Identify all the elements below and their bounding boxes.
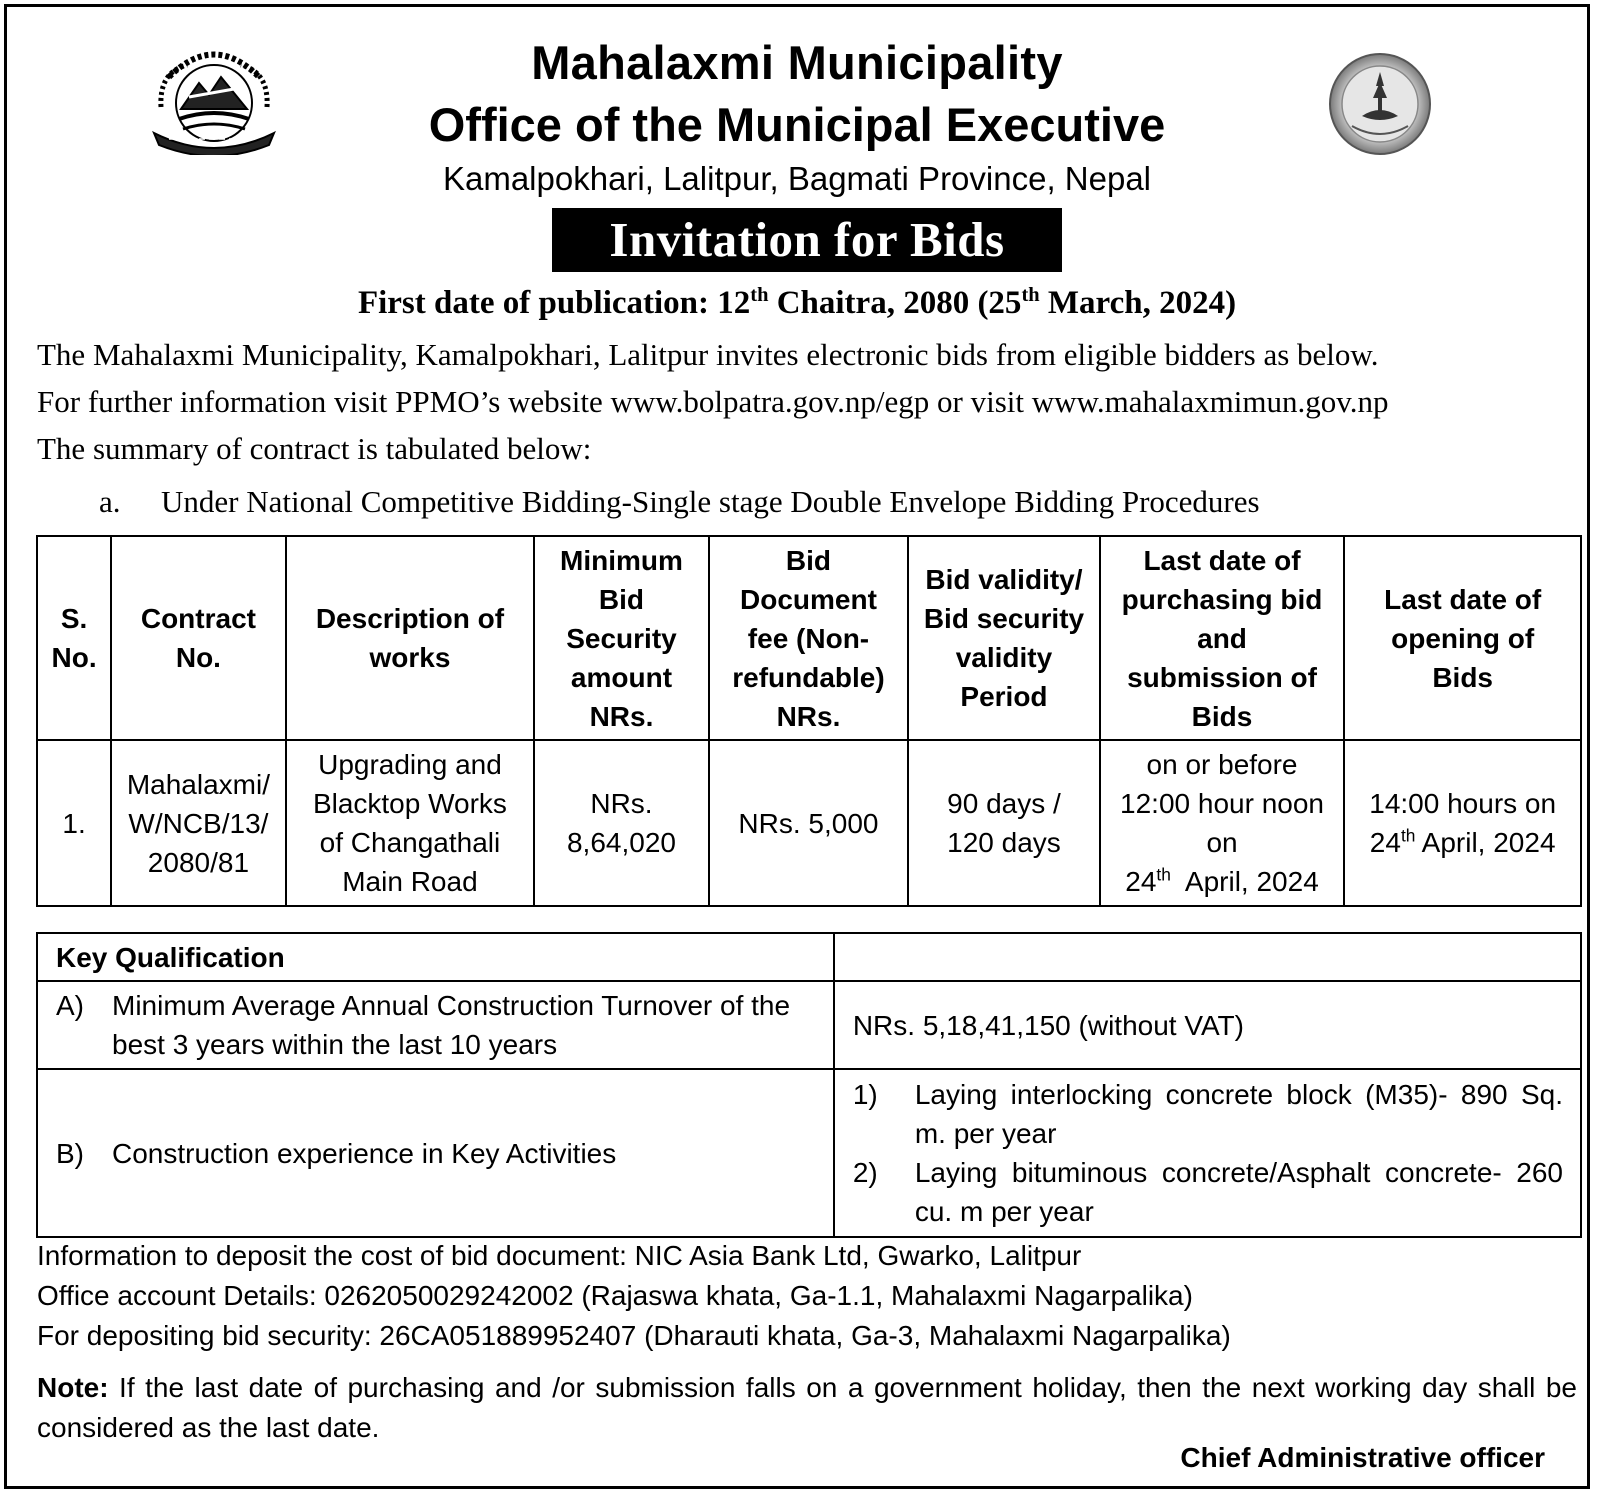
cell-last-purchase: on or before 12:00 hour noon on 24th April, 2024 <box>1100 740 1345 906</box>
signatory-title: Chief Administrative officer <box>1180 1442 1545 1473</box>
intro-line: For further information visit PPMO’s website www.bolpatra.gov.np/egp or visit www.mahalaxmimun.gov.np <box>37 384 1389 419</box>
cell-description: Upgrading and Blacktop Works of Changathali Main Road <box>286 740 535 906</box>
cell-sno: 1. <box>37 740 111 906</box>
header-last-purchase: Last date of purchasing bid and submission of Bids <box>1100 536 1345 740</box>
qualification-b-activities <box>834 1069 1581 1237</box>
office-account-info: Office account Details: 0262050029242002 (Rajaswa khata, Ga-1.1, Mahalaxmi Nagarpalika) <box>37 1280 1193 1311</box>
qualification-heading: Key Qualification <box>37 933 834 981</box>
procedure-line: a. Under National Competitive Bidding-Single stage Double Envelope Bidding Procedures <box>99 484 1260 519</box>
bid-security-account-info: For depositing bid security: 26CA051889952407 (Dharauti khata, Ga-3, Mahalaxmi Nagarpalika) <box>37 1320 1231 1351</box>
qualification-a-criterion: A) Minimum Average Annual Construction Turnover of the best 3 years within the last 10 years <box>37 981 834 1069</box>
qualification-b-criterion: B) Construction experience in Key Activities <box>37 1069 834 1237</box>
header-sno: S. No. <box>37 536 111 740</box>
deposit-bank-info: Information to deposit the cost of bid document: NIC Asia Bank Ltd, Gwarko, Lalitpur <box>37 1240 1082 1271</box>
publication-date: First date of publication: 12th Chaitra, 2080 (25th March, 2024) <box>357 284 1237 321</box>
intro-line: The summary of contract is tabulated below: <box>37 431 592 466</box>
cell-last-opening: 14:00 hours on 24th April, 2024 <box>1344 740 1581 906</box>
holiday-note: Note: If the last date of purchasing and /or submission falls on a government holiday, then the next working day shall be considered as the last date. <box>37 1372 1577 1443</box>
qualification-row-a <box>37 981 1581 1069</box>
qualification-a-value: NRs. 5,18,41,150 (without VAT) <box>834 981 1581 1069</box>
office-name: Office of the Municipal Executive <box>428 98 1166 151</box>
key-qualification-table <box>36 932 1582 1238</box>
cell-validity: 90 days / 120 days <box>908 740 1099 906</box>
cell-document-fee: NRs. 5,000 <box>709 740 909 906</box>
cell-contract-no: Mahalaxmi/ W/NCB/13/ 2080/81 <box>111 740 285 906</box>
notice-page <box>4 4 1590 1489</box>
list-item: 2) Laying bituminous concrete/Asphalt concrete- 260 cu. m per year <box>852 1157 1563 1227</box>
list-item: 1) Laying interlocking concrete block (M35)- 890 Sq. m. per year <box>852 1079 1563 1149</box>
notice-title: Invitation for Bids <box>552 208 1062 272</box>
bids-summary-table <box>36 535 1582 907</box>
header-contract-no: Contract No. <box>111 536 285 740</box>
header-document-fee: Bid Document fee (Non- refundable) NRs. <box>709 536 909 740</box>
table-header-row <box>37 536 1581 740</box>
qualification-header-row <box>37 933 1581 981</box>
qualification-heading-blank <box>834 933 1581 981</box>
header-description: Description of works <box>286 536 535 740</box>
intro-line: The Mahalaxmi Municipality, Kamalpokhari, Lalitpur invites electronic bids from eligible bidders as below. <box>37 337 1379 372</box>
header-last-opening: Last date of opening of Bids <box>1344 536 1581 740</box>
cell-bid-security: NRs. 8,64,020 <box>534 740 708 906</box>
municipality-name: Mahalaxmi Municipality <box>531 36 1063 89</box>
qualification-row-b <box>37 1069 1581 1237</box>
table-row <box>37 740 1581 906</box>
header-bid-security: Minimum Bid Security amount NRs. <box>534 536 708 740</box>
header-validity: Bid validity/ Bid security validity Period <box>908 536 1099 740</box>
office-address: Kamalpokhari, Lalitpur, Bagmati Province, Nepal <box>442 160 1152 197</box>
